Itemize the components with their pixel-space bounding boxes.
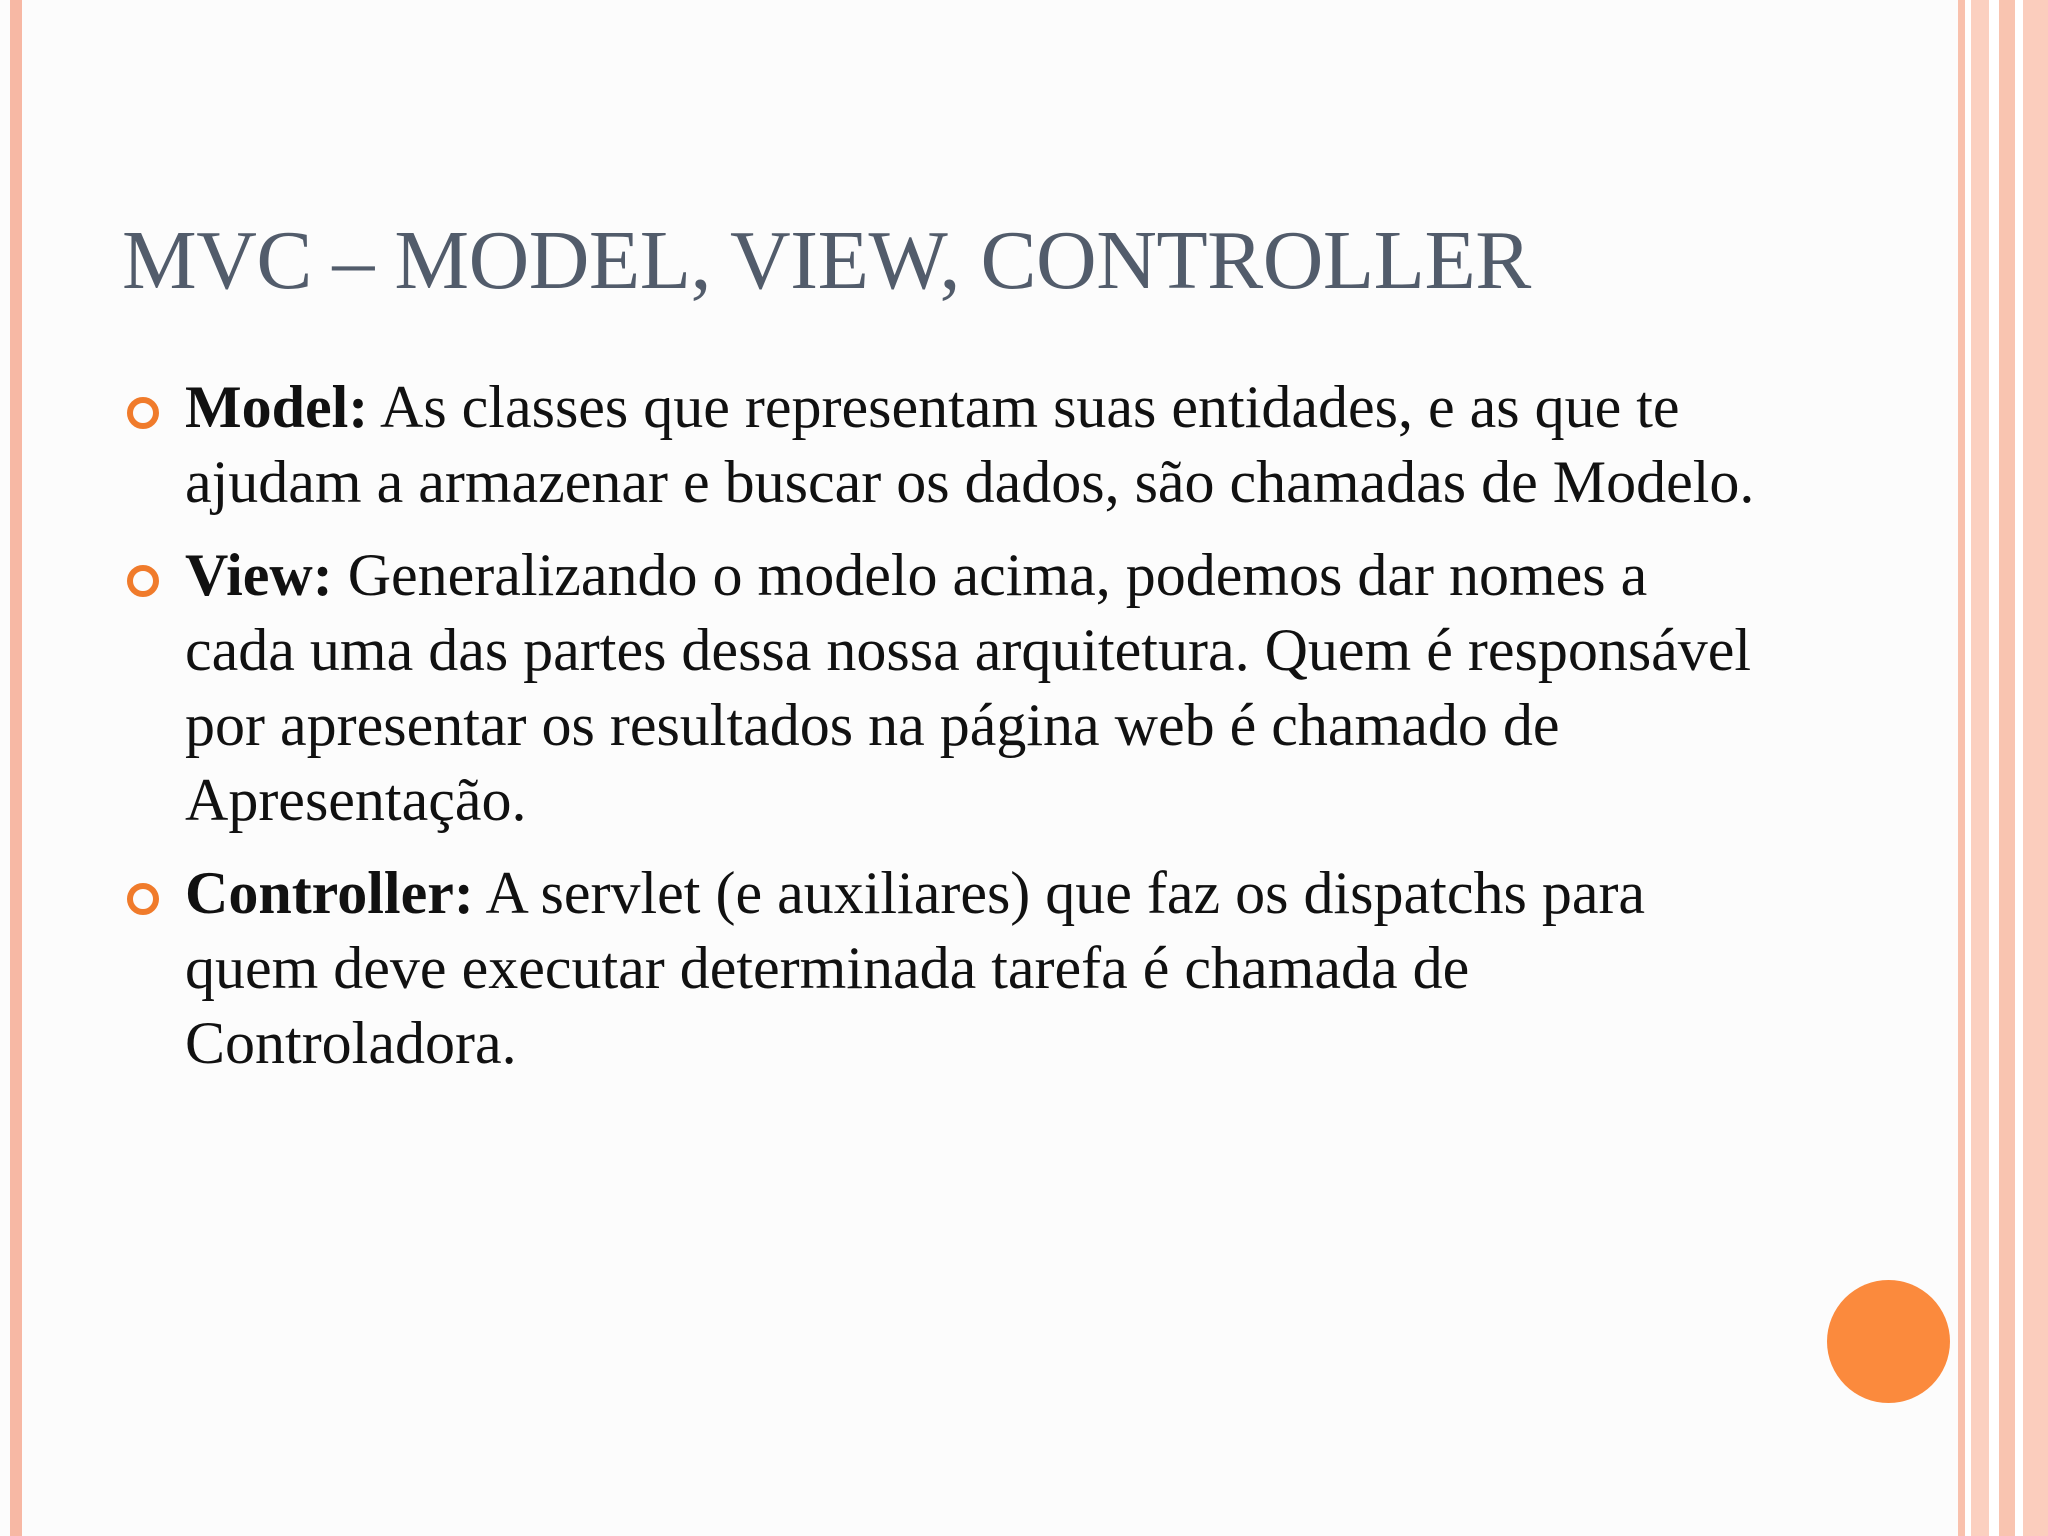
- bullet-model: [124, 370, 1764, 520]
- bullet-text: A servlet (e auxiliares) que faz os dispatchs para quem deve executar determinada tarefa é chamada de Controladora.: [185, 860, 1646, 1076]
- hollow-circle-icon: [127, 883, 159, 915]
- frame-stripe-right: [2015, 0, 2023, 1536]
- frame-stripe-right: [1999, 0, 2015, 1536]
- frame-stripe-right: [1958, 0, 1965, 1536]
- bullet-controller: [124, 856, 1764, 1081]
- bullet-list: [124, 370, 1764, 1099]
- hollow-circle-icon: [127, 397, 159, 429]
- bullet-term: Controller:: [185, 860, 474, 926]
- orange-dot-icon: [1827, 1280, 1950, 1403]
- bullet-term: Model:: [185, 374, 369, 440]
- bullet-text: As classes que representam suas entidades, e as que te ajudam a armazenar e buscar os dados, são chamadas de Modelo.: [185, 374, 1755, 515]
- hollow-circle-icon: [127, 565, 159, 597]
- bullet-term: View:: [185, 542, 333, 608]
- slide-title: MVC – MODEL, VIEW, CONTROLLER: [122, 214, 1531, 307]
- bullet-view: [124, 538, 1764, 838]
- frame-stripe-right: [1971, 0, 1989, 1536]
- frame-stripe-left: [10, 0, 22, 1536]
- bullet-text: Generalizando o modelo acima, podemos dar nomes a cada uma das partes dessa nossa arquitetura. Quem é responsável por apresentar os resultados na página web é chamado de Apresentação.: [185, 542, 1752, 833]
- frame-stripe-right: [1989, 0, 1999, 1536]
- frame-stripe-right: [2023, 0, 2048, 1536]
